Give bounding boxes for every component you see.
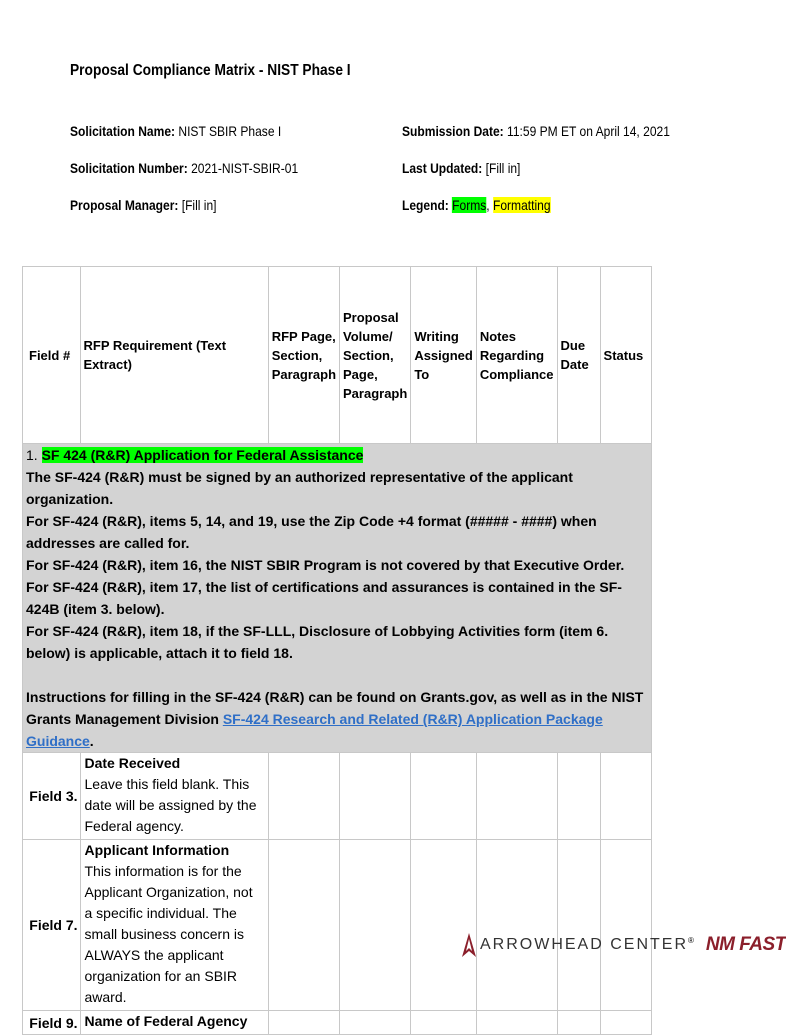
field-requirement <box>80 753 268 840</box>
section-paragraph: For SF-424 (R&R), item 17, the list of certifications and assurances is contained in the SF-424B (item 3. below). <box>26 579 622 617</box>
legend-label: Legend: <box>402 197 449 213</box>
section-number: 1. <box>26 447 38 463</box>
proposal-manager-label: Proposal Manager: <box>70 197 179 213</box>
cell-due-date[interactable] <box>557 1011 600 1035</box>
cell-writing-assigned[interactable] <box>411 753 477 840</box>
field-requirement <box>80 1011 268 1035</box>
section-row-sf424 <box>23 444 652 753</box>
header-status: Status <box>600 267 651 444</box>
section-paragraph: The SF-424 (R&R) must be signed by an authorized representative of the applicant organization. <box>26 469 573 507</box>
field-number: Field 3. <box>23 753 81 840</box>
cell-status[interactable] <box>600 1011 651 1035</box>
section-instructions <box>26 686 648 752</box>
header-proposal-volume: Proposal Volume/ Section, Page, Paragraph <box>340 267 411 444</box>
registered-mark: ® <box>688 935 694 945</box>
field-number: Field 9. <box>23 1011 81 1035</box>
compliance-matrix-table <box>22 266 652 1035</box>
header-rfp-page: RFP Page, Section, Paragraph <box>268 267 339 444</box>
cell-proposal-volume[interactable] <box>340 753 411 840</box>
cell-due-date[interactable] <box>557 840 600 1011</box>
cell-writing-assigned[interactable] <box>411 840 477 1011</box>
legend-separator: , <box>486 197 490 213</box>
cell-notes[interactable] <box>476 840 557 1011</box>
table-row <box>23 1011 652 1035</box>
arrowhead-center-logo: ARROWHEAD CENTER <box>480 936 689 953</box>
table-row <box>23 753 652 840</box>
last-updated <box>402 160 520 176</box>
field-description: Leave this field blank. This date will be assigned by the Federal agency. <box>84 776 257 834</box>
legend-formatting: Formatting <box>492 197 551 213</box>
footer-logos <box>462 930 786 960</box>
section-paragraph: For SF-424 (R&R), item 18, if the SF-LLL, Disclosure of Lobbying Activities form (item 6. below) is applicable, attach it to field 18. <box>26 623 609 661</box>
table-header-row <box>23 267 652 444</box>
document-title: Proposal Compliance Matrix - NIST Phase I <box>70 62 351 79</box>
section-paragraph: For SF-424 (R&R), items 5, 14, and 19, use the Zip Code +4 format (##### - ####) when addresses are called for. <box>26 513 597 551</box>
cell-notes[interactable] <box>476 1011 557 1035</box>
guidance-link[interactable]: SF-424 Research and Related (R&R) Application Package Guidance <box>26 711 603 749</box>
header-rfp-requirement: RFP Requirement (Text Extract) <box>80 267 268 444</box>
field-title: Applicant Information <box>84 842 230 858</box>
proposal-manager <box>70 197 217 213</box>
solicitation-name <box>70 123 281 139</box>
solicitation-number-label: Solicitation Number: <box>70 160 188 176</box>
field-description: This information is for the Applicant Organization, not a specific individual. The small business concern is ALWAYS the applicant organization for an SBIR award. <box>84 863 253 1005</box>
proposal-manager-value: [Fill in] <box>181 197 217 213</box>
last-updated-label: Last Updated: <box>402 160 483 176</box>
header-writing-assigned: Writing Assigned To <box>411 267 477 444</box>
cell-rfp-page[interactable] <box>268 753 339 840</box>
solicitation-name-value: NIST SBIR Phase I <box>178 123 282 139</box>
field-requirement <box>80 840 268 1011</box>
cell-rfp-page[interactable] <box>268 1011 339 1035</box>
header-notes: Notes Regarding Compliance <box>476 267 557 444</box>
legend <box>402 197 551 213</box>
cell-rfp-page[interactable] <box>268 840 339 1011</box>
cell-notes[interactable] <box>476 753 557 840</box>
legend-forms: Forms <box>452 197 487 213</box>
solicitation-number <box>70 160 298 176</box>
nm-fast-logo: NM FAST <box>705 934 786 955</box>
arrowhead-icon <box>462 933 476 957</box>
field-number: Field 7. <box>23 840 81 1011</box>
cell-status[interactable] <box>600 753 651 840</box>
solicitation-number-value: 2021-NIST-SBIR-01 <box>191 160 299 176</box>
instructions-end: . <box>89 733 94 749</box>
instructions-text: Instructions for filling in the SF-424 (R&R) can be found on Grants.gov, as well as in the NIST Grants Management Division <box>26 689 644 727</box>
section-paragraph: For SF-424 (R&R), item 16, the NIST SBIR Program is not covered by that Executive Order. <box>26 557 625 573</box>
field-title: Name of Federal Agency <box>84 1013 248 1029</box>
header-field-num: Field # <box>23 267 81 444</box>
submission-date-value: 11:59 PM ET on April 14, 2021 <box>507 123 670 139</box>
table-row <box>23 840 652 1011</box>
submission-date <box>402 123 670 139</box>
field-title: Date Received <box>84 755 181 771</box>
header-due-date: Due Date <box>557 267 600 444</box>
section-spacer <box>26 664 648 686</box>
solicitation-name-label: Solicitation Name: <box>70 123 176 139</box>
cell-proposal-volume[interactable] <box>340 1011 411 1035</box>
section-cell <box>23 444 652 753</box>
cell-status[interactable] <box>600 840 651 1011</box>
section-title: SF 424 (R&R) Application for Federal Assistance <box>41 447 364 463</box>
cell-writing-assigned[interactable] <box>411 1011 477 1035</box>
cell-proposal-volume[interactable] <box>340 840 411 1011</box>
cell-due-date[interactable] <box>557 753 600 840</box>
last-updated-value: [Fill in] <box>485 160 521 176</box>
section-heading <box>26 444 648 466</box>
submission-date-label: Submission Date: <box>402 123 504 139</box>
